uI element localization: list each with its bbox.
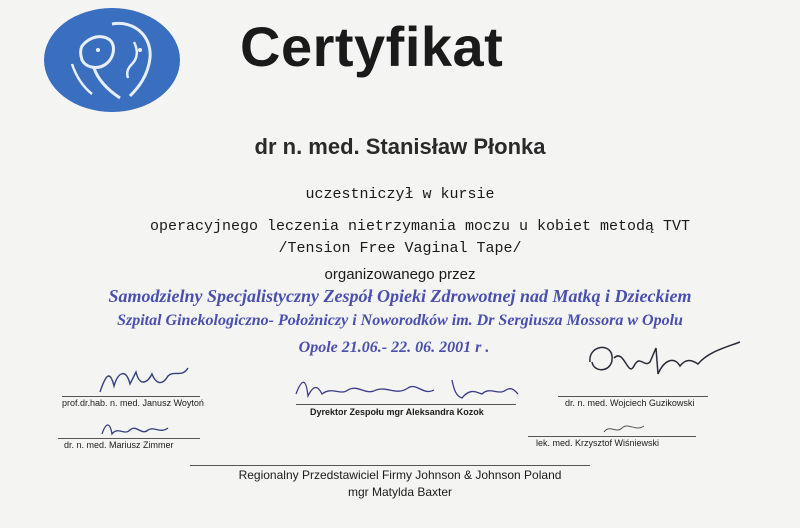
signature-line [558, 396, 708, 397]
signature-line [528, 436, 696, 437]
signature-line [190, 465, 590, 466]
organized-by-text: organizowanego przez [324, 266, 476, 283]
signatory-zimmer: dr. n. med. Mariusz Zimmer [64, 440, 174, 450]
organizer-name-line1: Samodzielny Specjalistyczny Zespół Opieki Zdrowotnej nad Matką i Dzieckiem [108, 286, 692, 306]
signatory-kozok: Dyrektor Zespołu mgr Aleksandra Kozok [310, 407, 484, 417]
representative-name: mgr Matylda Baxter [347, 485, 453, 499]
course-title-line1: operacyjnego leczenia nietrzymania moczu u kobiet metodą TVT [149, 218, 691, 235]
signatory-guzikowski: dr. n. med. Wojciech Guzikowski [565, 398, 695, 408]
organizer-name-line2: Szpital Ginekologiczno- Położniczy i Noworodków im. Dr Sergiusza Mossora w Opolu [117, 312, 683, 329]
signature-line [296, 404, 516, 405]
mother-and-child-logo [42, 6, 182, 114]
participated-text: uczestniczył w kursie [305, 186, 495, 203]
signature-guzikowski [584, 338, 744, 391]
signatory-woyton: prof.dr.hab. n. med. Janusz Woytoń [62, 398, 204, 408]
signature-line [58, 438, 200, 439]
signature-kozok [292, 374, 522, 407]
signatory-wisniewski: lek. med. Krzysztof Wiśniewski [536, 438, 660, 448]
signature-line [62, 396, 200, 397]
certificate-title: Certyfikat [240, 15, 504, 78]
recipient-name: dr n. med. Stanisław Płonka [254, 134, 546, 159]
representative-title: Regionalny Przedstawiciel Firmy Johnson & Johnson Poland [238, 468, 562, 482]
course-title-line2: /Tension Free Vaginal Tape/ [278, 240, 522, 257]
course-dates: Opole 21.06.- 22. 06. 2001 r . [298, 339, 490, 356]
